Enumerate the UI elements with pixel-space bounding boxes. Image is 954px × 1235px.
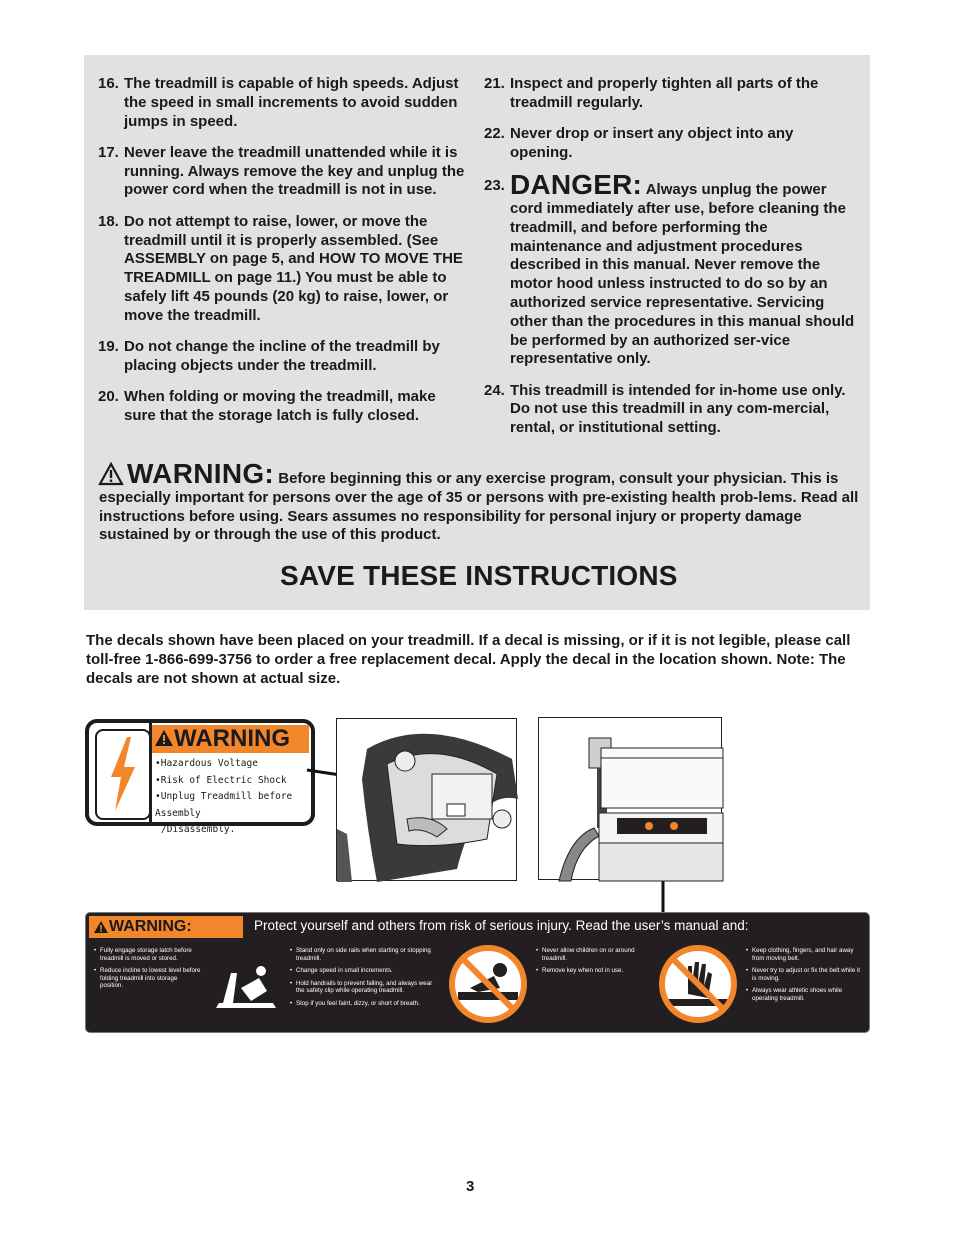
motor-hood-illustration <box>538 717 722 880</box>
safety-warning-decal <box>85 912 870 1033</box>
decal-title: WARNING <box>152 725 309 753</box>
save-instructions-heading: SAVE THESE INSTRUCTIONS <box>280 560 678 591</box>
general-warning: WARNING: Before beginning this or any exercise program, consult your physician. This is especially important for persons over the age of 35 or persons with pre-existing health prob-lems. Read all instructions before using. Sears assumes no responsibility for personal injury or property damage sustained by or through the use of this product. <box>99 458 859 544</box>
folding-treadmill-icon <box>211 953 281 1013</box>
decal-column-1: • Fully engage storage latch before treadmill is moved or stored. • Reduce incline to lowest level before folding treadmill into storage position. <box>94 947 202 995</box>
no-children-icon <box>448 944 528 1024</box>
list-item: 19. Do not change the incline of the treadmill by placing objects under the treadmill. <box>98 338 440 374</box>
decal-column-2: • Stand only on side rails when starting or stopping treadmill. • Change speed in small increments. • Hold handrails to prevent falling, and always wear the safety clip while operating treadmill. • Stop if you feel faint, dizzy, or short of breath. <box>290 947 440 1013</box>
decal-column-3: • Never allow children on or around treadmill. • Remove key when not in use. <box>536 947 646 980</box>
decal-column-4: • Keep clothing, fingers, and hair away from moving belt. • Never try to adjust or fix the belt while it is moving. • Always wear athletic shoes while operating treadmill. <box>746 947 864 1008</box>
list-item: 16. The treadmill is capable of high speeds. Adjust the speed in small increments to avoid sudden jumps in speed. <box>98 75 459 130</box>
decal-badge: WARNING: <box>89 916 243 938</box>
decal-headline: Protect yourself and others from risk of serious injury. Read the user’s manual and: <box>254 918 749 933</box>
list-item: 24. This treadmill is intended for in-home use only. Do not use this treadmill in any com-mercial, rental, or institutional setting. <box>484 381 846 437</box>
page-number: 3 <box>466 1178 475 1195</box>
warning-heading: WARNING: <box>127 458 275 489</box>
list-item: 22. Never drop or insert any object into any opening. <box>484 125 794 161</box>
danger-heading: DANGER: <box>510 169 643 201</box>
list-item: 17. Never leave the treadmill unattended while it is running. Always remove the key and unplug the power cord when the treadmill is not in use. <box>98 143 465 199</box>
warning-triangle-icon <box>93 920 109 934</box>
decal-note: The decals shown have been placed on your treadmill. If a decal is missing, or if it is not legible, please call toll-free 1-866-699-3756 to order a free replacement decal. Apply the decal in the location shown. Note: The decals are not shown at actual size. <box>86 632 851 687</box>
no-hands-icon <box>658 944 738 1024</box>
list-item: 20. When folding or moving the treadmill, make sure that the storage latch is fully closed. <box>98 388 436 424</box>
list-item: 18. Do not attempt to raise, lower, or move the treadmill until it is properly assembled. (See ASSEMBLY on page 5, and HOW TO MOVE THE TREADMILL on page 11.) You must be able to safely lift 45 pounds (20 kg) to raise, lower, or move the treadmill. <box>98 212 463 324</box>
danger-item: 23. DANGER: Always unplug the power cord immediately after use, before cleaning the treadmill, and before performing the maintenance and adjustment procedures described in this manual. Never remove the motor hood unless instructed to do so by an authorized service representative. Servicing other than the procedures in this manual should be performed by an authorized ser-vice representative only. <box>484 169 855 368</box>
list-item: 21. Inspect and properly tighten all parts of the treadmill regularly. <box>484 75 819 111</box>
decal-lines: •Hazardous Voltage •Risk of Electric Shock •Unplug Treadmill before Assembly /Disassembly. <box>155 758 293 835</box>
console-illustration <box>336 718 517 881</box>
